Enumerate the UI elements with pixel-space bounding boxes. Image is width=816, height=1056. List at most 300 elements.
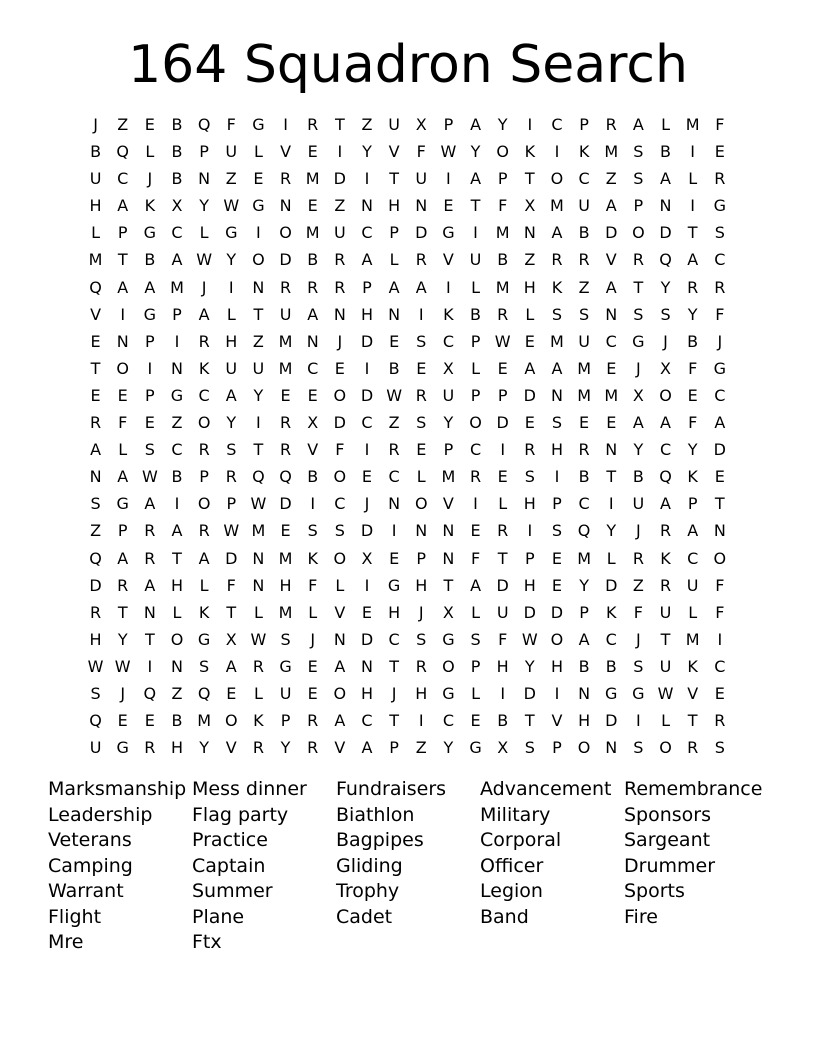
grid-row	[82, 572, 733, 599]
grid-cell: I	[636, 711, 641, 731]
grid-cell: E	[389, 331, 400, 351]
grid-cell: I	[554, 467, 560, 487]
grid-cell: A	[198, 304, 210, 324]
grid-cell: R	[687, 738, 699, 758]
grid-cell: V	[280, 142, 292, 162]
grid-cell: I	[473, 494, 478, 514]
grid-cell: C	[388, 629, 400, 649]
grid-cell: O	[333, 467, 347, 487]
grid-cell: O	[333, 548, 347, 568]
grid-cell: P	[470, 385, 481, 405]
grid-cell: P	[470, 656, 481, 676]
grid-cell: A	[578, 629, 590, 649]
grid-cell: Y	[606, 521, 617, 541]
grid-cell: M	[88, 250, 103, 270]
grid-cell: A	[171, 521, 183, 541]
grid-row	[82, 138, 733, 165]
grid-cell: C	[714, 656, 726, 676]
grid-cell: T	[389, 656, 399, 676]
grid-cell: P	[226, 494, 237, 514]
grid-cell: P	[117, 223, 128, 243]
grid-cell: N	[388, 494, 401, 514]
grid-cell: S	[551, 521, 563, 541]
grid-cell: T	[633, 277, 644, 297]
grid-cell: C	[361, 413, 373, 433]
grid-cell: N	[605, 440, 618, 460]
grid-cell: D	[415, 223, 428, 243]
grid-cell: R	[415, 250, 427, 270]
grid-cell: E	[117, 385, 128, 405]
grid-cell: Q	[89, 277, 102, 297]
grid-cell: O	[550, 629, 564, 649]
grid-cell: J	[337, 331, 343, 351]
grid-cell: V	[687, 683, 699, 703]
grid-cell: W	[223, 521, 240, 541]
grid-cell: Z	[334, 196, 346, 216]
grid-cell: O	[550, 169, 564, 189]
grid-cell: N	[360, 196, 373, 216]
grid-cell: A	[334, 656, 346, 676]
grid-cell: D	[279, 250, 292, 270]
word-list-item: Ftx	[192, 931, 222, 953]
grid-cell: N	[198, 169, 211, 189]
grid-cell: G	[116, 494, 129, 514]
grid-cell: P	[199, 467, 209, 487]
grid-cell: E	[497, 358, 508, 378]
grid-cell: G	[387, 575, 401, 595]
grid-cell: E	[334, 358, 345, 378]
grid-cell: M	[604, 385, 619, 405]
grid-cell: Z	[117, 115, 129, 134]
grid-cell: Z	[361, 115, 373, 134]
grid-cell: U	[279, 304, 292, 324]
grid-cell: F	[715, 602, 725, 622]
grid-row	[82, 111, 733, 138]
grid-cell: O	[632, 223, 645, 243]
grid-cell: A	[144, 494, 156, 514]
grid-cell: D	[225, 548, 238, 568]
grid-cell: I	[527, 521, 533, 541]
grid-row	[82, 490, 733, 517]
grid-cell: N	[306, 331, 319, 351]
grid-cell: U	[578, 196, 590, 216]
grid-cell: Y	[226, 413, 237, 433]
grid-cell: A	[117, 548, 129, 568]
grid-cell: S	[199, 656, 210, 676]
grid-cell: T	[497, 548, 508, 568]
grid-cell: E	[524, 413, 535, 433]
grid-cell: P	[443, 440, 454, 460]
grid-cell: R	[90, 413, 102, 433]
grid-cell: B	[388, 358, 400, 378]
grid-cell: V	[307, 440, 319, 460]
grid-cell: R	[605, 115, 617, 134]
grid-cell: P	[145, 385, 155, 405]
grid-row	[82, 165, 733, 192]
grid-cell: J	[310, 629, 316, 649]
grid-cell: R	[252, 738, 264, 758]
grid-cell: H	[279, 575, 292, 595]
grid-cell: L	[471, 683, 480, 703]
grid-cell: B	[578, 656, 590, 676]
grid-cell: L	[91, 223, 101, 243]
grid-cell: N	[550, 385, 563, 405]
word-list-item: Leadership	[48, 803, 153, 826]
word-list-item: Military	[480, 803, 551, 826]
grid-cell: I	[228, 277, 234, 297]
grid-cell: O	[659, 738, 672, 758]
grid-cell: L	[471, 602, 480, 622]
grid-cell: P	[172, 304, 182, 324]
grid-cell: H	[89, 629, 102, 649]
grid-cell: M	[577, 358, 591, 378]
grid-cell: M	[278, 358, 293, 378]
grid-cell: F	[416, 142, 426, 162]
grid-cell: R	[198, 521, 210, 541]
grid-cell: D	[605, 223, 618, 243]
grid-cell: R	[659, 575, 672, 595]
grid-cell: Q	[252, 467, 265, 487]
grid-cell: R	[388, 440, 400, 460]
grid-cell: B	[660, 142, 672, 162]
grid-cell: A	[334, 711, 346, 731]
grid-cell: A	[660, 413, 671, 433]
grid-cell: E	[90, 385, 101, 405]
grid-cell: G	[225, 223, 238, 243]
grid-cell: B	[171, 467, 183, 487]
grid-cell: U	[252, 358, 265, 378]
grid-cell: S	[714, 738, 725, 758]
grid-cell: S	[551, 304, 563, 324]
word-list-item: Corporal	[480, 829, 562, 851]
grid-row	[82, 382, 733, 409]
grid-cell: K	[524, 142, 536, 162]
grid-cell: S	[90, 683, 101, 703]
grid-cell: B	[497, 250, 509, 270]
word-list-item: Warrant	[48, 880, 124, 902]
grid-cell: A	[198, 548, 210, 568]
grid-cell: K	[660, 548, 671, 568]
grid-cell: A	[361, 250, 373, 270]
grid-cell: H	[550, 656, 563, 676]
grid-cell: V	[442, 250, 454, 270]
grid-cell: E	[443, 196, 454, 216]
grid-cell: E	[307, 142, 318, 162]
grid-cell: U	[333, 223, 346, 243]
grid-cell: T	[172, 548, 182, 568]
word-list	[48, 777, 768, 956]
grid-cell: C	[714, 385, 726, 405]
grid-cell: N	[333, 304, 346, 324]
word-list-item: Advancement	[480, 778, 612, 800]
grid-cell: B	[90, 142, 102, 162]
grid-cell: O	[333, 683, 347, 703]
grid-cell: Y	[497, 115, 508, 134]
grid-cell: X	[660, 358, 671, 378]
grid-cell: G	[713, 196, 726, 216]
grid-cell: T	[389, 711, 399, 731]
grid-cell: M	[278, 602, 293, 622]
grid-cell: C	[307, 358, 319, 378]
word-list-item: Biathlon	[336, 803, 415, 826]
grid-cell: T	[470, 196, 481, 216]
grid-cell: R	[279, 169, 292, 189]
grid-cell: H	[225, 331, 238, 351]
grid-cell: S	[226, 440, 237, 460]
grid-row	[82, 707, 733, 734]
grid-cell: D	[279, 494, 292, 514]
grid-cell: A	[714, 413, 726, 433]
grid-cell: D	[550, 602, 564, 622]
grid-cell: Z	[225, 169, 237, 189]
grid-cell: E	[226, 683, 237, 703]
grid-cell: L	[525, 304, 535, 324]
grid-cell: E	[416, 358, 427, 378]
grid-cell: I	[364, 575, 370, 595]
grid-cell: B	[171, 142, 183, 162]
grid-cell: E	[307, 656, 318, 676]
grid-cell: O	[577, 738, 591, 758]
grid-cell: G	[143, 223, 157, 243]
grid-cell: C	[578, 169, 590, 189]
grid-cell: N	[171, 656, 183, 676]
grid-cell: V	[225, 738, 237, 758]
grid-cell: W	[223, 196, 240, 216]
grid-cell: T	[226, 602, 237, 622]
grid-cell: G	[143, 304, 157, 324]
grid-cell: I	[446, 277, 451, 297]
grid-cell: V	[388, 142, 400, 162]
grid-row	[82, 246, 733, 273]
grid-cell: Q	[659, 467, 672, 487]
grid-cell: M	[278, 548, 293, 568]
grid-cell: T	[117, 602, 128, 622]
grid-cell: E	[361, 467, 373, 487]
grid-cell: R	[279, 440, 292, 460]
grid-row	[82, 328, 733, 355]
grid-cell: K	[198, 602, 210, 622]
grid-cell: W	[196, 250, 213, 270]
grid-cell: C	[388, 467, 400, 487]
grid-cell: W	[87, 656, 104, 676]
word-list-item: Flag party	[192, 803, 289, 826]
grid-row	[82, 680, 733, 707]
grid-cell: A	[361, 738, 373, 758]
grid-row	[82, 436, 733, 463]
grid-cell: E	[307, 196, 318, 216]
grid-cell: G	[632, 683, 645, 703]
word-list-item: Sports	[624, 880, 685, 902]
grid-cell: H	[415, 575, 428, 595]
grid-cell: J	[418, 602, 424, 622]
grid-cell: P	[389, 738, 399, 758]
grid-cell: E	[714, 467, 725, 487]
grid-cell: A	[144, 575, 156, 595]
grid-cell: T	[389, 169, 399, 189]
word-list-item: Sponsors	[624, 803, 712, 826]
grid-cell: Z	[524, 250, 536, 270]
page-title: 164 Squadron Search	[128, 35, 688, 95]
grid-cell: Y	[253, 385, 264, 405]
grid-cell: A	[117, 196, 129, 216]
grid-cell: R	[659, 521, 672, 541]
grid-cell: G	[713, 358, 726, 378]
grid-cell: O	[496, 142, 509, 162]
grid-cell: J	[364, 494, 370, 514]
grid-cell: C	[687, 548, 699, 568]
grid-row	[82, 301, 733, 328]
grid-cell: R	[334, 277, 346, 297]
grid-cell: A	[470, 115, 482, 134]
grid-cell: I	[364, 440, 370, 460]
grid-cell: N	[279, 196, 292, 216]
grid-row	[82, 599, 733, 626]
grid-cell: I	[174, 331, 180, 351]
grid-cell: N	[442, 548, 455, 568]
grid-cell: C	[551, 115, 563, 134]
grid-cell: E	[579, 413, 590, 433]
grid-cell: N	[578, 683, 591, 703]
grid-cell: Q	[659, 250, 672, 270]
grid-cell: T	[524, 169, 535, 189]
grid-cell: I	[364, 169, 370, 189]
grid-cell: P	[117, 521, 128, 541]
grid-cell: E	[551, 575, 563, 595]
grid-cell: Y	[280, 738, 291, 758]
grid-cell: R	[198, 331, 210, 351]
grid-cell: R	[497, 304, 509, 324]
grid-cell: C	[469, 440, 482, 460]
grid-cell: E	[470, 521, 481, 541]
word-list-item: Plane	[192, 905, 245, 928]
grid-cell: G	[632, 331, 645, 351]
grid-cell: I	[608, 494, 614, 514]
grid-cell: B	[171, 169, 183, 189]
grid-cell: R	[497, 521, 509, 541]
grid-cell: R	[307, 115, 319, 134]
grid-cell: R	[415, 656, 427, 676]
word-list-item: Drummer	[624, 854, 716, 877]
grid-row	[82, 274, 733, 301]
grid-cell: I	[256, 223, 261, 243]
grid-cell: L	[688, 602, 698, 622]
grid-cell: Z	[171, 413, 183, 433]
grid-cell: T	[714, 494, 725, 514]
grid-cell: N	[143, 602, 156, 622]
grid-cell: I	[554, 142, 560, 162]
grid-cell: H	[388, 196, 401, 216]
grid-cell: M	[197, 711, 212, 731]
grid-cell: F	[715, 115, 725, 134]
grid-cell: O	[713, 548, 727, 568]
grid-cell: K	[551, 277, 563, 297]
grid-cell: K	[578, 142, 590, 162]
grid-cell: I	[500, 683, 506, 703]
grid-cell: L	[471, 358, 480, 378]
grid-cell: N	[415, 521, 428, 541]
grid-cell: R	[632, 250, 644, 270]
word-list-item: Summer	[192, 880, 273, 902]
grid-cell: X	[442, 358, 454, 378]
grid-cell: G	[469, 738, 482, 758]
grid-cell: L	[416, 467, 426, 487]
grid-cell: I	[391, 521, 397, 541]
grid-cell: P	[497, 385, 508, 405]
grid-cell: L	[471, 277, 480, 297]
grid-cell: I	[446, 169, 451, 189]
grid-cell: D	[496, 575, 509, 595]
grid-cell: E	[551, 548, 563, 568]
grid-cell: L	[253, 683, 263, 703]
grid-cell: O	[414, 494, 428, 514]
grid-cell: T	[687, 223, 698, 243]
grid-cell: M	[170, 277, 184, 297]
grid-cell: D	[523, 602, 536, 622]
grid-cell: Q	[279, 467, 292, 487]
grid-cell: U	[388, 115, 400, 134]
grid-cell: A	[660, 494, 671, 514]
grid-cell: I	[147, 358, 153, 378]
grid-cell: A	[144, 277, 156, 297]
grid-cell: T	[117, 250, 128, 270]
grid-cell: E	[606, 413, 617, 433]
grid-cell: U	[686, 575, 699, 595]
grid-cell: K	[253, 711, 264, 731]
grid-cell: H	[415, 683, 428, 703]
grid-cell: E	[714, 142, 725, 162]
grid-cell: F	[118, 413, 128, 433]
grid-cell: M	[251, 521, 266, 541]
grid-cell: K	[687, 656, 698, 676]
grid-cell: J	[201, 277, 207, 297]
grid-cell: U	[89, 738, 102, 758]
grid-cell: N	[252, 575, 265, 595]
grid-cell: L	[199, 575, 209, 595]
grid-cell: O	[279, 223, 292, 243]
word-list-item: Captain	[192, 854, 266, 877]
grid-cell: E	[280, 385, 291, 405]
grid-cell: I	[174, 494, 180, 514]
grid-cell: E	[307, 683, 318, 703]
grid-cell: O	[197, 494, 211, 514]
grid-cell: F	[226, 575, 236, 595]
grid-cell: J	[147, 169, 153, 189]
grid-cell: L	[172, 602, 182, 622]
grid-cell: I	[120, 304, 126, 324]
grid-cell: M	[577, 548, 591, 568]
grid-cell: Z	[578, 277, 590, 297]
grid-cell: A	[551, 358, 563, 378]
grid-cell: C	[578, 494, 590, 514]
grid-cell: S	[633, 738, 644, 758]
grid-cell: G	[442, 683, 455, 703]
grid-row	[82, 545, 733, 572]
grid-cell: R	[714, 277, 726, 297]
grid-cell: C	[198, 385, 210, 405]
grid-cell: Z	[252, 331, 264, 351]
grid-cell: H	[523, 277, 536, 297]
grid-cell: O	[469, 413, 482, 433]
grid-cell: G	[116, 738, 129, 758]
grid-cell: U	[89, 169, 102, 189]
grid-cell: B	[470, 304, 482, 324]
grid-cell: M	[495, 223, 510, 243]
grid-cell: I	[418, 711, 424, 731]
grid-cell: H	[360, 304, 373, 324]
grid-cell: I	[717, 629, 723, 649]
word-list-item: Officer	[480, 854, 544, 877]
word-list-item: Trophy	[336, 880, 400, 902]
